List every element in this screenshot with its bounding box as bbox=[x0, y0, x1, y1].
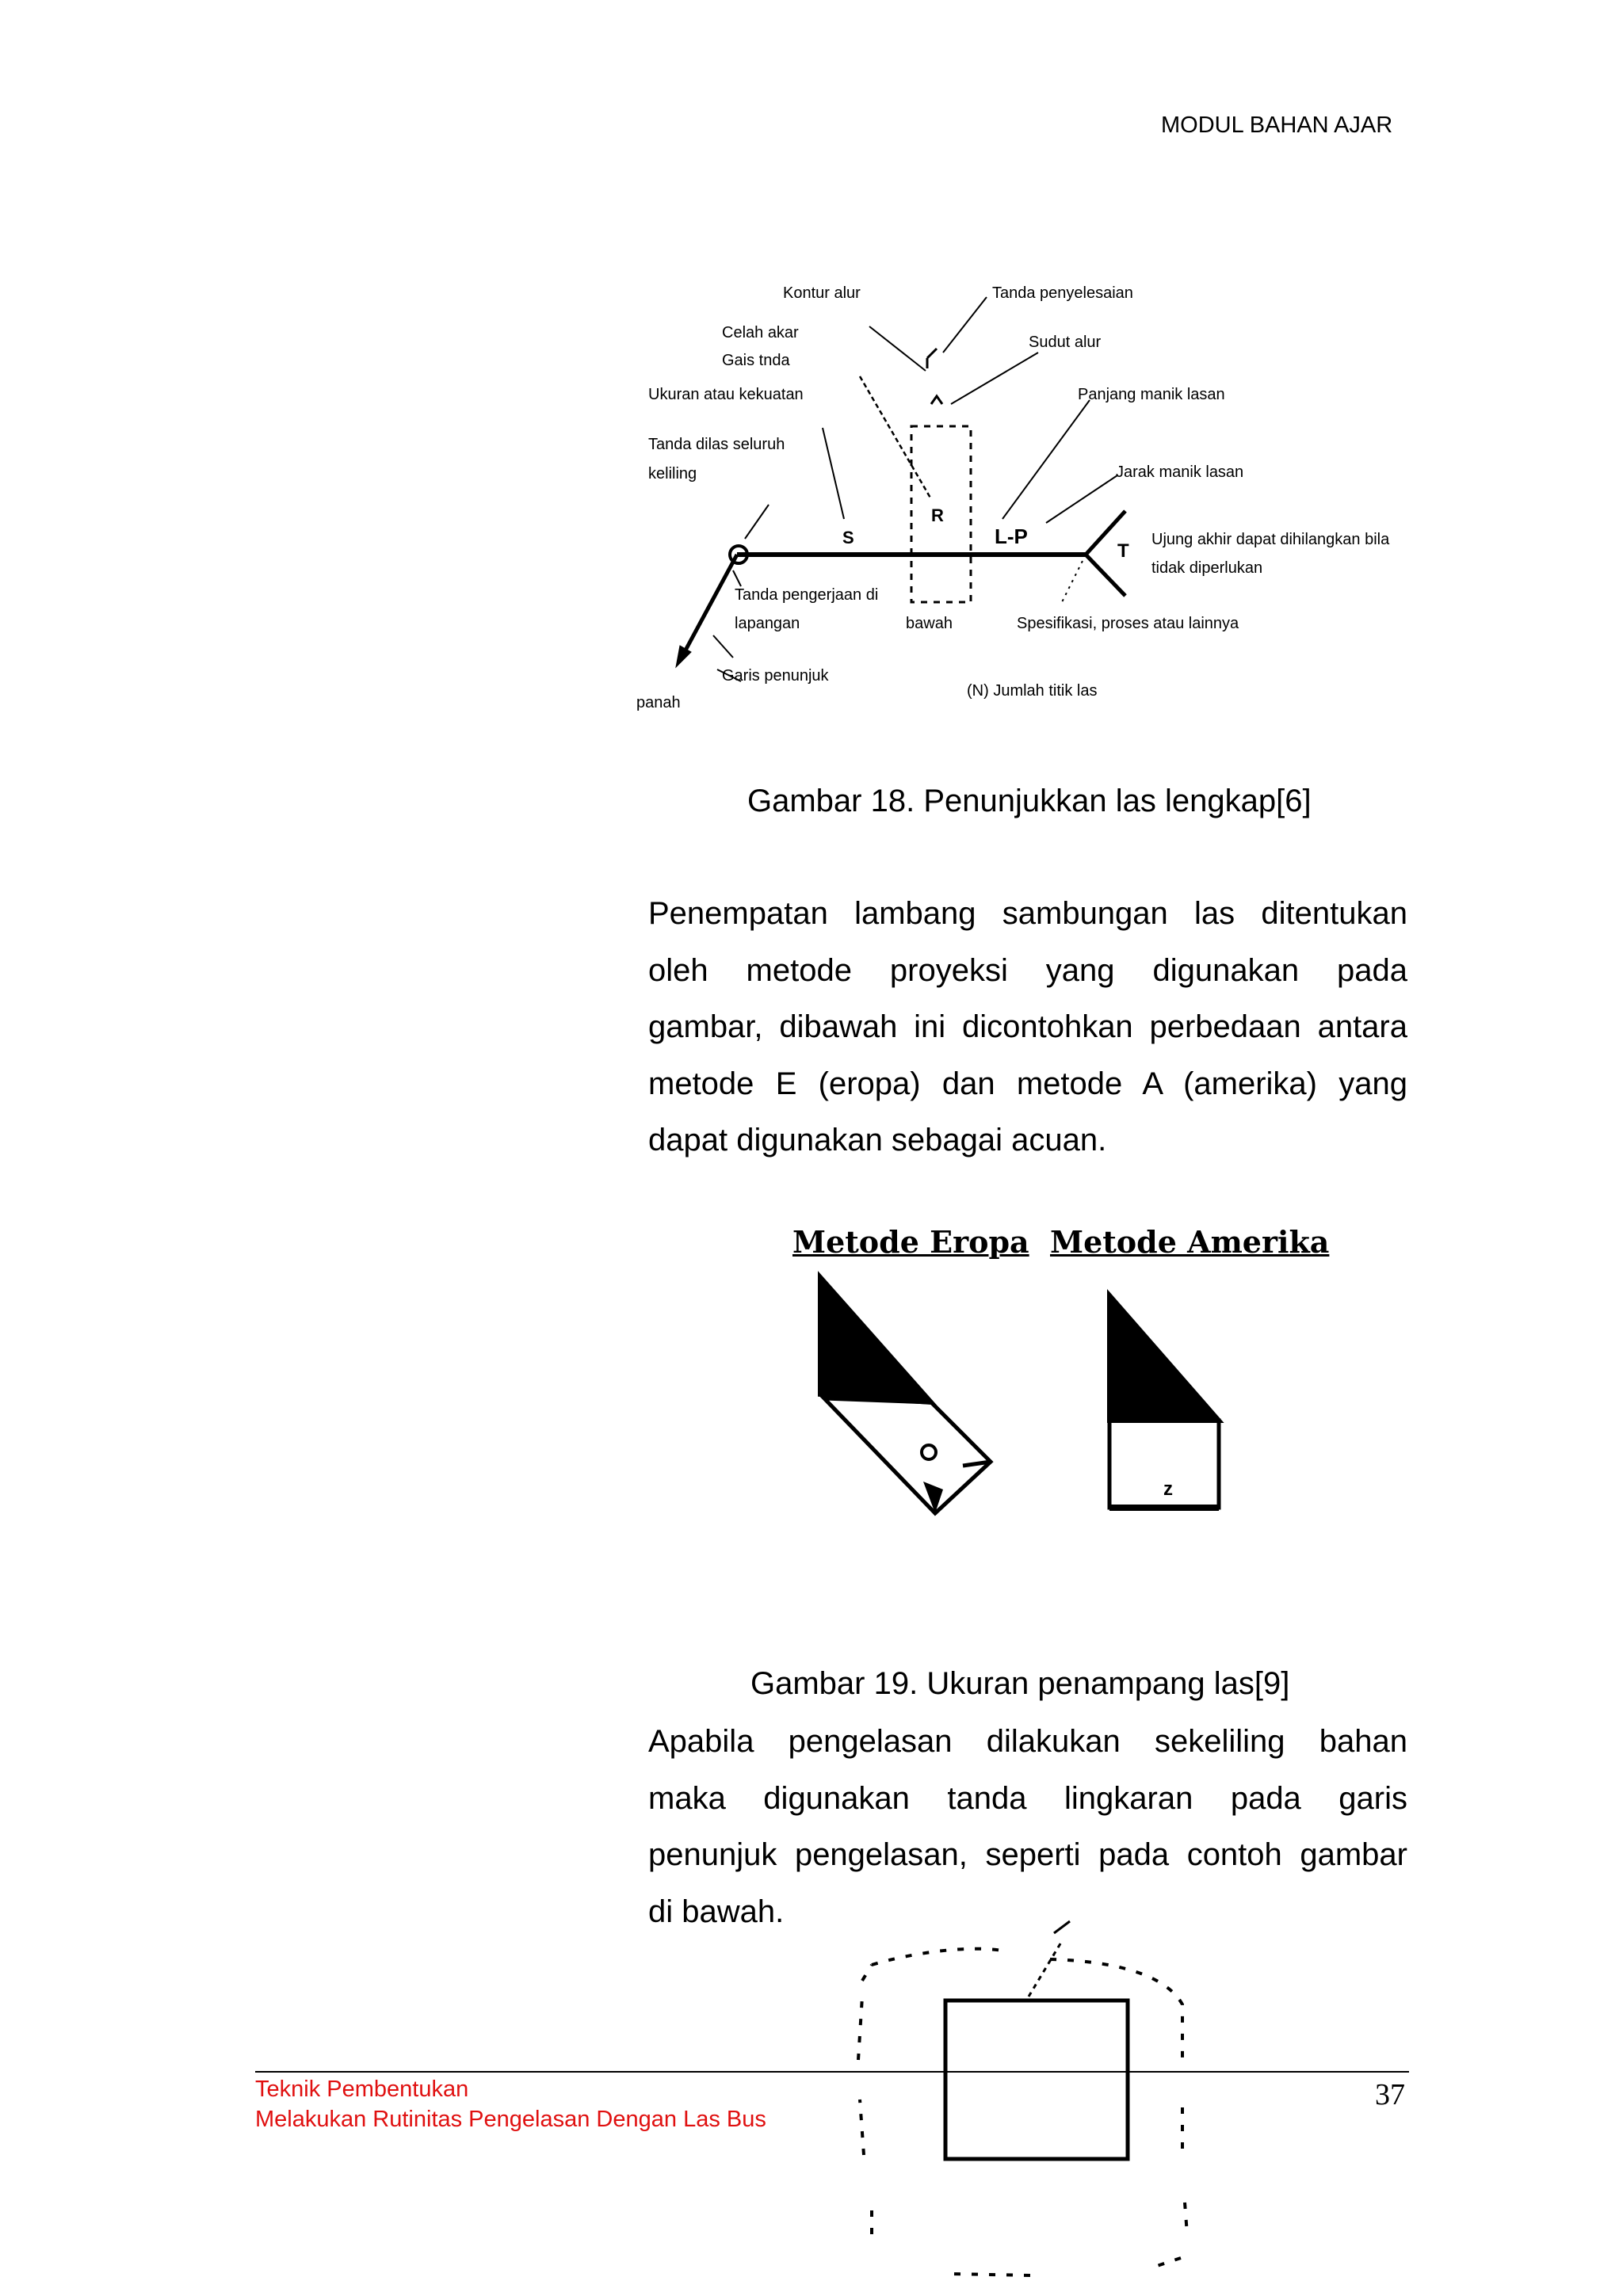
figure-19-right-title: Metode Amerika bbox=[1050, 1224, 1330, 1260]
figure-18-caption: Gambar 18. Penunjukkan las lengkap[6] bbox=[747, 784, 1312, 818]
footer-line-1: Teknik Pembentukan bbox=[255, 2077, 469, 2102]
label-gais-tnda: Gais tnda bbox=[722, 352, 790, 369]
label-ujung-akhir-1: Ujung akhir dapat dihilangkan bila bbox=[1151, 531, 1390, 548]
symbol-s: S bbox=[842, 528, 854, 547]
label-tanda-pengerjaan-2: lapangan bbox=[735, 615, 800, 632]
label-ukuran-kekuatan: Ukuran atau kekuatan bbox=[648, 386, 804, 403]
symbol-t: T bbox=[1117, 540, 1129, 562]
figure-19-caption: Gambar 19. Ukuran penampang las[9] bbox=[750, 1666, 1290, 1701]
label-tanda-penyelesaian: Tanda penyelesaian bbox=[992, 284, 1133, 302]
paragraph-1-line: gambar, dibawah ini dicontohkan perbedaan antara bbox=[648, 1009, 1407, 1044]
paragraph-1-line: dapat digunakan sebagai acuan. bbox=[648, 1123, 1107, 1158]
label-garis-penunjuk: Garis penunjuk bbox=[722, 667, 829, 685]
paragraph-2-line: Apabila pengelasan dilakukan sekeliling bahan bbox=[648, 1724, 1407, 1759]
symbol-lp: L-P bbox=[995, 524, 1028, 548]
label-tanda-dilas-1: Tanda dilas seluruh bbox=[648, 436, 785, 453]
label-sudut-alur: Sudut alur bbox=[1029, 334, 1102, 351]
label-celah-akar: Celah akar bbox=[722, 324, 799, 341]
header-title: MODUL BAHAN AJAR bbox=[1161, 113, 1393, 138]
label-jumlah-titik: (N) Jumlah titik las bbox=[967, 682, 1098, 700]
symbol-r: R bbox=[931, 505, 944, 525]
label-kontur-alur: Kontur alur bbox=[783, 284, 861, 302]
svg-text:z: z bbox=[1163, 1478, 1173, 1500]
label-spesifikasi: Spesifikasi, proses atau lainnya bbox=[1017, 615, 1239, 632]
page-number: 37 bbox=[1375, 2078, 1405, 2111]
label-panjang-manik: Panjang manik lasan bbox=[1078, 386, 1225, 403]
figure-19-left-title: Metode Eropa bbox=[792, 1224, 1029, 1260]
label-jarak-manik: Jarak manik lasan bbox=[1116, 463, 1244, 481]
footer-line-2: Melakukan Rutinitas Pengelasan Dengan Las Bus bbox=[255, 2107, 766, 2132]
paragraph-2-line: penunjuk pengelasan, seperti pada contoh gambar bbox=[648, 1837, 1407, 1872]
label-tanda-pengerjaan-1: Tanda pengerjaan di bbox=[735, 586, 879, 604]
paragraph-1-line: Penempatan lambang sambungan las ditentukan bbox=[648, 896, 1407, 931]
label-panah: panah bbox=[636, 694, 681, 711]
label-tanda-dilas-2: keliling bbox=[648, 465, 697, 482]
paragraph-2-line: di bawah. bbox=[648, 1894, 785, 1929]
paragraph-1-line: metode E (eropa) dan metode A (amerika) yang bbox=[648, 1066, 1407, 1101]
paragraph-1-line: oleh metode proyeksi yang digunakan pada bbox=[648, 952, 1407, 988]
label-ujung-akhir-2: tidak diperlukan bbox=[1151, 559, 1263, 577]
label-bawah: bawah bbox=[906, 615, 953, 632]
paragraph-2-line: maka digunakan tanda lingkaran pada garis bbox=[648, 1780, 1407, 1816]
